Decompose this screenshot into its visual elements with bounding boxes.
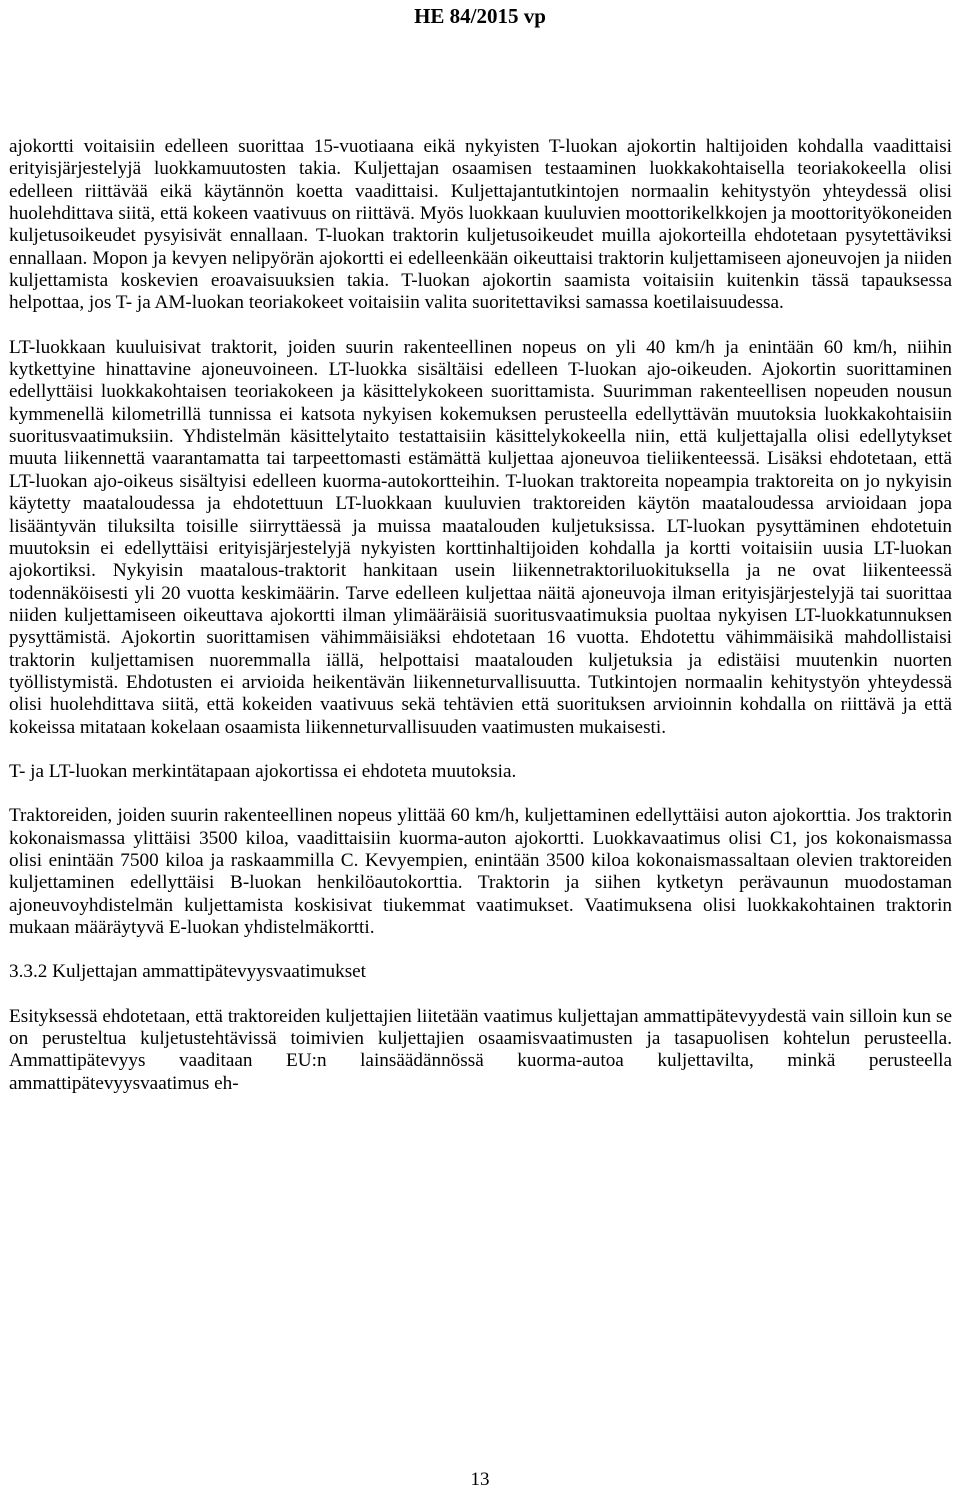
paragraph-continued-ajokortti: ajokortti voitaisiin edelleen suorittaa 15-vuotiaana eikä nykyisten T-luokan ajokortin haltijoiden kohdalla vaadittaisi erityisjärjestelyjä luokkamuutosten takia. Kuljettajan osaamisen testaaminen luokkakohtaisella teoriakokeella olisi edelleen riittävää eikä käytännön koetta vaadittaisi. Kuljettajantutkintojen normaalin kehitystyön yhteydessä olisi huolehdittava siitä, että kokeen vaativuus on riittävä. Myös luokkaan kuuluvien moottorikelkkojen ja moottorityökoneiden kuljetusoikeudet pysyisivät ennallaan. T-luokan traktorin kuljetusoikeudet muilla ajokorteilla ehdotetaan pysytettäviksi ennallaan. Mopon ja kevyen nelipyörän ajokortti ei edelleenkään oikeuttaisi traktorin kuljettamiseen ajoneuvojen ja niiden kuljettamista koskevien eroavaisuuksien takia. T-luokan ajokortin saamista voitaisiin kuitenkin tässä tapauksessa helpottaa, jos T- ja AM-luokan teoriakokeet voitaisiin valita suoritettaviksi samassa koetilaisuudessa. xyxy=(9,136,952,314)
paragraph-merkintatapa: T- ja LT-luokan merkintätapaan ajokortissa ei ehdoteta muutoksia. xyxy=(9,760,517,782)
document-body xyxy=(9,136,952,1095)
document-id-header: HE 84/2015 vp xyxy=(414,4,546,28)
paragraph-lt-luokka: LT-luokkaan kuuluisivat traktorit, joiden suurin rakenteellinen nopeus on yli 40 km/h ja enintään 60 km/h, niihin kytkettyine hinattavine ajoneuvoineen. LT-luokka sisältäisi edelleen T-luokan ajo-oikeuden. Ajokortin suorittaminen edellyttäisi luokkakohtaisen teoriakokeen ja käsittelykokeen suorittamista. Suurimman rakenteellisen nopeuden nousun kymmenellä kilometrillä tunnissa ei katsota nykyisen kokemuksen perusteella edellyttävän muutoksia luokkakohtaisiin suoritusvaatimuksiin. Yhdistelmän käsittelytaito testattaisiin käsittelykokeella niin, että kuljettajalla olisi edellytykset muuta liikennettä vaarantamatta tai tarpeettomasti estämättä kuljettaa ajoneuvoa tieliikenteessä. Lisäksi ehdotetaan, että LT-luokan ajo-oikeus sisältyisi edelleen kuorma-autokortteihin. T-luokan traktoreita nopeampia traktoreita on jo nykyisin käytetty maataloudessa ja ehdotettuun LT-luokkaan kuuluvien traktoreiden käytön maataloudessa arvioidaan jopa lisääntyvän tiluksilta toisille siirryttäessä ja muissa maatalouden kuljetuksissa. LT-luokan pysyttäminen ehdotetuin muutoksin ei edellyttäisi erityisjärjestelyjä nykyisten korttinhaltijoiden kohdalla ja kortti voitaisiin uusia LT-luokan ajokortiksi. Nykyisin maatalous-traktorit hankitaan usein liikennetraktoriluokituksella ja ne ovat liikenteessä todennäköisesti yli 20 vuotta keskimäärin. Tarve edelleen kuljettaa näitä ajoneuvoja ilman erityisjärjestelyjä tai suorittaa niiden kuljettamiseen oikeuttava ajokortti ilman ylimääräisiä suoritusvaatimuksia puoltaa nykyisen LT-luokkatunnuksen pysyttämistä. Ajokortin suorittamisen vähimmäisiäksi ehdotetaan 16 vuotta. Ehdotettu vähimmäisikä mahdollistaisi traktorin kuljettamisen nuoremmalla iällä, helpottaisi maatalouden kuljetuksia ja edistäisi muutenkin nuorten työllistymistä. Ehdotusten ei arvioida heikentävän liikenneturvallisuutta. Tutkintojen normaalin kehitystyön yhteydessä olisi huolehdittava siitä, että kokeiden vaativuus sekä tehtävien että suorituksen arvioinnin kohdalla on riittävä ja että kokeissa mitataan kokelaan osaamista liikenneturvallisuuden vaatimusten mukaisesti. xyxy=(9,336,952,738)
page-number: 13 xyxy=(470,1469,490,1490)
paragraph-ammattipatevyys: Esityksessä ehdotetaan, että traktoreiden kuljettajien liitetään vaatimus kuljettajan ammattipätevyydestä vain silloin kun se on perusteltua kuljetustehtävissä toimivien kuljettajien osaamisvaatimusten ja tasapuolisen kohtelun perusteella. Ammattipätevyys vaaditaan EU:n lainsäädännössä kuorma-autoa kuljettavilta, minkä perusteella ammattipätevyysvaatimus eh- xyxy=(9,1005,952,1094)
section-heading: 3.3.2 Kuljettajan ammattipätevyysvaatimukset xyxy=(9,961,367,983)
paragraph-traktoreiden-ajokortti: Traktoreiden, joiden suurin rakenteellinen nopeus ylittää 60 km/h, kuljettaminen edellyttäisi auton ajokorttia. Jos traktorin kokonaismassa ylittäisi 3500 kiloa, vaadittaisiin kuorma-auton ajokortti. Luokkavaatimus olisi C1, jos kokonaismassa olisi enintään 7500 kiloa ja raskaammilla C. Kevyempien, enintään 3500 kiloa kokonaismassaltaan olevien traktoreiden kuljettaminen edellyttäisi B-luokan henkilöautokorttia. Traktorin ja siihen kytketyn perävaunun muodostaman ajoneuvoyhdistelmän kuljettamista koskisivat tiukemmat vaatimukset. Vaatimuksena olisi luokkakohtainen traktorin mukaan määräytyvä E-luokan yhdistelmäkortti. xyxy=(9,805,952,938)
